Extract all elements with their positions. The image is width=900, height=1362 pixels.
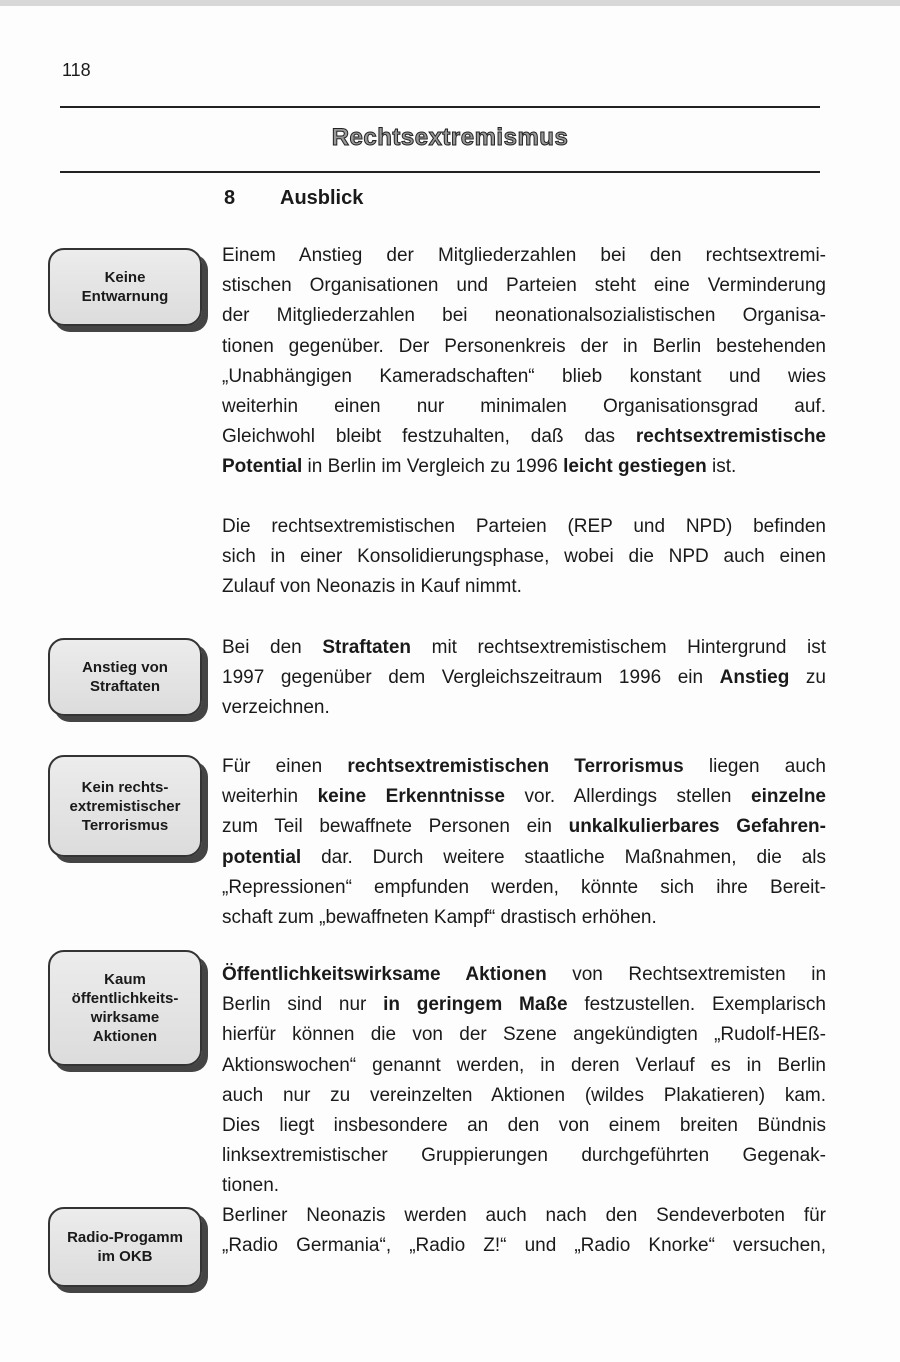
text-line bbox=[222, 960, 826, 990]
text-run: der Mitgliederzahlen bei neonationalsozialistischen Organisa- bbox=[222, 305, 826, 327]
section-number: 8 bbox=[224, 187, 236, 209]
text-run: zum Teil bewaffnete Personen ein bbox=[222, 816, 569, 838]
text-run: linksextremistischer Gruppierungen durchgeführten Gegenak- bbox=[222, 1145, 826, 1167]
text-line bbox=[222, 301, 826, 331]
text-run: Zulauf von Neonazis in Kauf nimmt. bbox=[222, 576, 522, 598]
text-line bbox=[222, 663, 826, 693]
bold-text: unkalkulierbares Gefahren- bbox=[568, 816, 826, 838]
text-line bbox=[222, 812, 826, 842]
text-line bbox=[222, 873, 826, 903]
bold-text: Straftaten bbox=[322, 637, 412, 658]
text-run: Berlin sind nur bbox=[222, 994, 384, 1016]
header-rule-top bbox=[60, 106, 820, 108]
bold-text: einzelne bbox=[751, 786, 826, 808]
text-run: tionen gegenüber. Der Personenkreis der in Berlin bestehenden bbox=[222, 335, 826, 357]
text-run: sich in einer Konsolidierungsphase, wobei die NPD auch einen bbox=[222, 546, 826, 568]
text-line bbox=[222, 392, 826, 422]
paragraph-radio bbox=[222, 1201, 826, 1261]
paragraph-public-actions bbox=[222, 960, 826, 1202]
bold-text: Öffentlichkeitswirksame Aktionen bbox=[222, 964, 547, 985]
bold-text: Anstieg bbox=[719, 667, 790, 689]
text-line bbox=[222, 782, 826, 812]
section-heading bbox=[224, 187, 363, 210]
text-run: weiterhin bbox=[222, 786, 318, 808]
text-run: „Unabhängigen Kameradschaften“ blieb konstant und wies bbox=[222, 365, 826, 387]
text-run: von Rechtsextremisten in bbox=[546, 964, 827, 985]
text-run: mit rechtsextremistischem Hintergrund ist bbox=[411, 637, 826, 658]
text-line bbox=[222, 1141, 826, 1171]
text-run: Dies liegt insbesondere an den von einem breiten Bündnis bbox=[222, 1114, 826, 1136]
text-run: Einem Anstieg der Mitgliederzahlen bei den rechtsextremi- bbox=[222, 245, 826, 266]
text-line bbox=[222, 241, 826, 271]
bold-text: keine Erkenntnisse bbox=[317, 786, 505, 808]
paragraph-offenses bbox=[222, 633, 826, 724]
text-run: ist. bbox=[706, 456, 737, 478]
text-run: verzeichnen. bbox=[222, 697, 330, 719]
text-line bbox=[222, 1171, 826, 1201]
text-line bbox=[222, 1231, 826, 1261]
text-run: „Radio Germania“, „Radio Z!“ und „Radio Knorke“ versuchen, bbox=[222, 1235, 826, 1257]
text-line bbox=[222, 1201, 826, 1231]
text-run: hierfür können die von der Szene angekündigten „Rudolf-HEß- bbox=[222, 1024, 826, 1046]
paragraph-parties bbox=[222, 512, 826, 603]
text-run: Aktionswochen“ genannt werden, in deren Verlauf es in Berlin bbox=[222, 1054, 826, 1076]
scan-edge bbox=[0, 0, 900, 6]
text-run: liegen auch bbox=[683, 756, 826, 777]
paragraph-terrorism bbox=[222, 752, 826, 933]
bold-text: Potential bbox=[222, 456, 303, 478]
bold-text: potential bbox=[222, 846, 302, 868]
text-line bbox=[222, 1020, 826, 1050]
text-line bbox=[222, 843, 826, 873]
paragraph-membership bbox=[222, 241, 826, 483]
text-line bbox=[222, 903, 826, 933]
text-line bbox=[222, 1111, 826, 1141]
margin-note-radio-programm: Radio-Progamm im OKB bbox=[48, 1207, 202, 1287]
text-line bbox=[222, 1081, 826, 1111]
header-rule-bottom bbox=[60, 171, 820, 173]
text-line bbox=[222, 990, 826, 1020]
text-run: tionen. bbox=[222, 1175, 280, 1197]
text-line bbox=[222, 422, 826, 452]
text-line bbox=[222, 452, 826, 482]
text-run: Bei den bbox=[222, 637, 323, 658]
text-run: in Berlin im Vergleich zu 1996 bbox=[302, 456, 564, 478]
text-line bbox=[222, 572, 826, 602]
text-line bbox=[222, 693, 826, 723]
text-run: „Repressionen“ empfunden werden, könnte sich ihre Bereit- bbox=[222, 876, 826, 898]
text-run: weiterhin einen nur minimalen Organisationsgrad auf. bbox=[222, 395, 826, 417]
text-run: Die rechtsextremistischen Parteien (REP und NPD) befinden bbox=[222, 516, 826, 537]
section-title: Ausblick bbox=[280, 187, 364, 209]
text-run: Gleichwohl bleibt festzuhalten, daß das bbox=[222, 426, 636, 448]
text-run: stischen Organisationen und Parteien steht eine Verminderung bbox=[222, 275, 826, 297]
margin-note-anstieg-straftaten: Anstieg von Straftaten bbox=[48, 638, 202, 716]
text-line bbox=[222, 633, 826, 663]
text-line bbox=[222, 752, 826, 782]
text-line bbox=[222, 362, 826, 392]
bold-text: rechtsextremistische bbox=[635, 426, 826, 448]
bold-text: rechtsextremistischen Terrorismus bbox=[347, 756, 684, 777]
running-header-title: Rechtsextremismus bbox=[331, 124, 569, 151]
text-run: zu bbox=[789, 667, 826, 689]
text-line bbox=[222, 512, 826, 542]
text-run: Für einen bbox=[222, 756, 348, 777]
page-number: 118 bbox=[62, 60, 91, 80]
text-line bbox=[222, 271, 826, 301]
text-run: Berliner Neonazis werden auch nach den Sendeverboten für bbox=[222, 1205, 826, 1226]
text-run: schaft zum „bewaffneten Kampf“ drastisch erhöhen. bbox=[222, 906, 657, 928]
text-line bbox=[222, 1051, 826, 1081]
text-run: auch nur zu vereinzelten Aktionen (wildes Plakatieren) kam. bbox=[222, 1084, 826, 1106]
text-run: 1997 gegenüber dem Vergleichszeitraum 1996 ein bbox=[222, 667, 720, 689]
text-run: festzustellen. Exemplarisch bbox=[567, 994, 826, 1016]
margin-note-keine-entwarnung: Keine Entwarnung bbox=[48, 248, 202, 326]
bold-text: in geringem Maße bbox=[383, 994, 568, 1016]
text-line bbox=[222, 332, 826, 362]
text-run: vor. Allerdings stellen bbox=[505, 786, 752, 808]
margin-note-kein-terrorismus: Kein rechts- extremistischer Terrorismus bbox=[48, 755, 202, 857]
bold-text: leicht gestiegen bbox=[563, 456, 707, 478]
text-line bbox=[222, 542, 826, 572]
text-run: dar. Durch weitere staatliche Maßnahmen, die als bbox=[301, 846, 826, 868]
margin-note-kaum-aktionen: Kaum öffentlichkeits- wirksame Aktionen bbox=[48, 950, 202, 1066]
